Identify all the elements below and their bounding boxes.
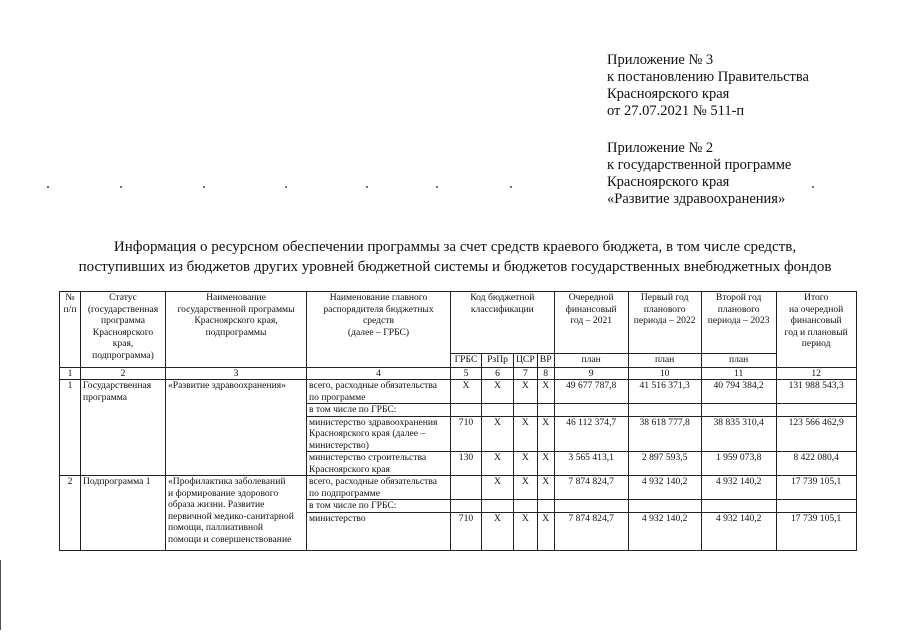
value-total: 123 566 462,9 (776, 416, 856, 452)
grbs-cell: всего, расходные обязательства по программе (307, 380, 451, 404)
code-vr: Х (537, 512, 554, 550)
value-total (776, 500, 856, 513)
code-csr: Х (514, 380, 538, 404)
row-num: 2 (60, 476, 81, 551)
code-csr (514, 500, 538, 513)
code-rzpr: Х (482, 512, 514, 550)
value-2023: 1 959 073,8 (701, 452, 776, 476)
row-status: Подпрограмма 1 (81, 476, 166, 551)
value-total: 8 422 080,4 (776, 452, 856, 476)
code-vr: Х (537, 476, 554, 500)
grbs-cell: всего, расходные обязательства по подпрограмме (307, 476, 451, 500)
document-title (40, 237, 870, 277)
header-total: Итого на очередной финансовый год и плановый период (776, 292, 856, 368)
code-rzpr: Х (482, 416, 514, 452)
grbs-cell: министерство здравоохранения Красноярского края (далее – министерство) (307, 416, 451, 452)
index-cell: 7 (514, 368, 538, 380)
title-line-2: поступивших из бюджетов других уровней бюджетной системы и бюджетов государственных внебюджетных фондов (78, 259, 832, 275)
index-cell: 10 (628, 368, 701, 380)
header-grbs: Наименование главного распорядителя бюджетных средств (далее – ГРБС) (307, 292, 451, 368)
index-cell: 6 (482, 368, 514, 380)
value-2023: 4 932 140,2 (701, 476, 776, 500)
code-rzpr: Х (482, 380, 514, 404)
value-2021 (554, 500, 628, 513)
value-total: 17 739 105,1 (776, 512, 856, 550)
code-vr (537, 404, 554, 417)
appendix-line: «Развитие здравоохранения» (607, 191, 786, 207)
code-grbs (451, 476, 482, 500)
value-2021 (554, 404, 628, 417)
value-2022: 38 618 777,8 (628, 416, 701, 452)
appendix-line: Красноярского края (607, 174, 730, 190)
value-2021: 7 874 824,7 (554, 476, 628, 500)
index-cell: 5 (451, 368, 482, 380)
code-grbs: 130 (451, 452, 482, 476)
value-2022 (628, 404, 701, 417)
code-csr (514, 404, 538, 417)
value-total (776, 404, 856, 417)
subheader-vr: ВР (537, 354, 554, 368)
subheader-plan-2021: план (554, 354, 628, 368)
header-row (60, 292, 857, 354)
appendix-line: Красноярского края (607, 86, 730, 102)
index-cell: 9 (554, 368, 628, 380)
subheader-plan-2022: план (628, 354, 701, 368)
code-csr: Х (514, 416, 538, 452)
index-cell: 12 (776, 368, 856, 380)
value-2022: 2 897 593,5 (628, 452, 701, 476)
code-rzpr: Х (482, 452, 514, 476)
code-rzpr (482, 404, 514, 417)
value-2023: 38 835 310,4 (701, 416, 776, 452)
subheader-plan-2023: план (701, 354, 776, 368)
code-grbs: Х (451, 380, 482, 404)
appendix-line: к государственной программе (607, 157, 792, 173)
appendix-line: к постановлению Правительства (607, 69, 809, 85)
table-row (60, 380, 857, 404)
code-grbs (451, 500, 482, 513)
row-program-name: «Развитие здравоохранения» (166, 380, 307, 476)
code-vr: Х (537, 416, 554, 452)
appendix-line: Приложение № 3 (607, 52, 714, 68)
index-cell: 3 (166, 368, 307, 380)
subheader-csr: ЦСР (514, 354, 538, 368)
header-name: Наименование государственной программы Красноярского края, подпрограммы (166, 292, 307, 368)
value-total: 131 988 543,3 (776, 380, 856, 404)
resource-table (59, 291, 857, 551)
code-grbs (451, 404, 482, 417)
code-rzpr (482, 500, 514, 513)
row-status: Государственная программа (81, 380, 166, 476)
code-csr: Х (514, 452, 538, 476)
row-num: 1 (60, 380, 81, 476)
code-vr: Х (537, 380, 554, 404)
table-row (60, 476, 857, 500)
value-2023: 4 932 140,2 (701, 512, 776, 550)
grbs-cell: министерство строительства Красноярского края (307, 452, 451, 476)
value-2021: 46 112 374,7 (554, 416, 628, 452)
header-2023: Второй год планового периода – 2023 (701, 292, 776, 354)
scan-edge-line (0, 560, 1, 630)
grbs-cell: в том числе по ГРБС: (307, 500, 451, 513)
header-status: Статус (государственная программа Красноярского края, подпрограмма) (81, 292, 166, 368)
title-line-1: Информация о ресурсном обеспечении программы за счет средств краевого бюджета, в том числе средств, (113, 239, 797, 255)
index-cell: 1 (60, 368, 81, 380)
value-2022: 41 516 371,3 (628, 380, 701, 404)
value-2022: 4 932 140,2 (628, 476, 701, 500)
index-cell: 8 (537, 368, 554, 380)
appendix-2-header (607, 140, 791, 208)
code-csr: Х (514, 476, 538, 500)
header-2022: Первый год планового периода – 2022 (628, 292, 701, 354)
value-2023: 40 794 384,2 (701, 380, 776, 404)
subheader-grbs: ГРБС (451, 354, 482, 368)
value-2021: 49 677 787,8 (554, 380, 628, 404)
value-2022: 4 932 140,2 (628, 512, 701, 550)
code-vr: Х (537, 452, 554, 476)
header-code: Код бюджетной классификации (451, 292, 555, 354)
appendix-line: Приложение № 2 (607, 140, 714, 156)
code-rzpr: Х (482, 476, 514, 500)
value-2023 (701, 500, 776, 513)
value-2023 (701, 404, 776, 417)
index-cell: 4 (307, 368, 451, 380)
header-2021: Очередной финансовый год – 2021 (554, 292, 628, 354)
header-num: № п/п (60, 292, 81, 368)
code-grbs: 710 (451, 416, 482, 452)
index-cell: 2 (81, 368, 166, 380)
value-2021: 7 874 824,7 (554, 512, 628, 550)
value-total: 17 739 105,1 (776, 476, 856, 500)
appendix-3-header (607, 52, 809, 120)
grbs-cell: в том числе по ГРБС: (307, 404, 451, 417)
value-2021: 3 565 413,1 (554, 452, 628, 476)
index-cell: 11 (701, 368, 776, 380)
index-row (60, 368, 857, 380)
code-grbs: 710 (451, 512, 482, 550)
row-program-name: «Профилактика заболеваний и формирование здорового образа жизни. Развитие первичной медико-санитарной помощи, паллиативной помощи и совершенствование (166, 476, 307, 551)
subheader-rzpr: РзПр (482, 354, 514, 368)
grbs-cell: министерство (307, 512, 451, 550)
code-vr (537, 500, 554, 513)
code-csr: Х (514, 512, 538, 550)
value-2022 (628, 500, 701, 513)
appendix-line: от 27.07.2021 № 511-п (607, 103, 745, 119)
